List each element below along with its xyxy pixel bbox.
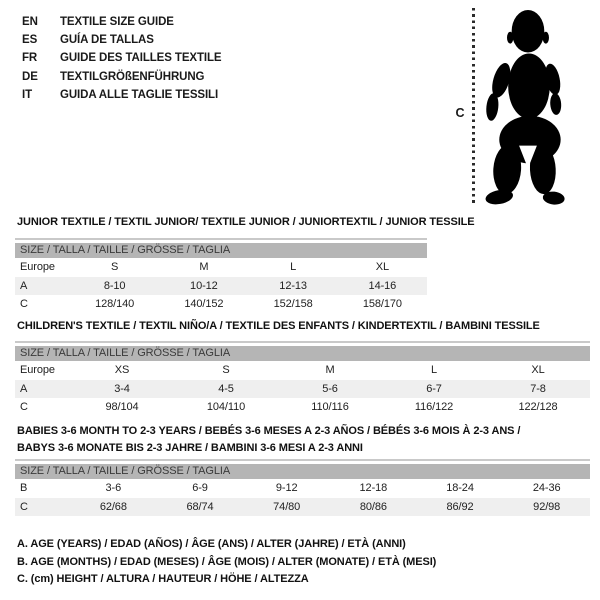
table-cell: M: [199, 261, 209, 274]
table-cell: 12-18: [359, 482, 388, 495]
table-cell: 140/152: [184, 298, 224, 311]
table-cell: 3-4: [114, 382, 130, 395]
lang-title: TEXTILGRÖßENFÜHRUNG: [60, 70, 205, 83]
height-measure-label: C: [455, 106, 465, 120]
table-top-rule: [15, 341, 590, 343]
table-cell: 5-6: [322, 382, 338, 395]
table-row-age-months: [15, 479, 590, 498]
table-cell: 110/116: [311, 401, 349, 414]
table-cell: XS: [114, 364, 130, 377]
table-cell: 92/98: [533, 500, 561, 513]
table-row-europe: [15, 361, 590, 380]
junior-size-table: [15, 238, 427, 314]
table-cell: L: [290, 261, 297, 274]
table-cell: 8-10: [103, 279, 126, 292]
table-cell: 7-8: [530, 382, 546, 395]
table-cell: 12-13: [279, 279, 307, 292]
table-row-height: [15, 498, 590, 517]
table-cell: 18-24: [446, 482, 474, 495]
height-dashed-line: [472, 8, 475, 206]
lang-row-it: [22, 86, 222, 104]
table-row-height: [15, 295, 427, 314]
table-cell: 4-5: [218, 382, 234, 395]
language-title-list: [22, 13, 222, 104]
legend-line-c: C. (cm) HEIGHT / ALTURA / HAUTEUR / HÖHE / ALTEZZA: [17, 573, 309, 585]
table-cell: 152/158: [273, 298, 313, 311]
table-cell: XL: [375, 261, 389, 274]
legend-line-b: B. AGE (MONTHS) / EDAD (MESES) / ÂGE (MOIS) / ALTER (MONATE) / ETÀ (MESI): [17, 555, 437, 568]
table-top-rule: [15, 459, 590, 461]
table-cell: 104/110: [206, 401, 246, 414]
lang-row-en: [22, 13, 222, 31]
lang-title: GUIDA ALLE TAGLIE TESSILI: [60, 88, 219, 101]
table-cell: 128/140: [95, 298, 135, 311]
table-cell: XL: [531, 364, 545, 377]
lang-row-es: [22, 31, 222, 49]
row-label: A: [20, 279, 28, 292]
table-cell: 62/68: [99, 500, 127, 513]
babies-title-line2: BABYS 3-6 MONATE BIS 2-3 JAHRE / BAMBINI 3-6 MESI A 2-3 ANNI: [17, 441, 363, 454]
table-cell: 9-12: [275, 482, 298, 495]
toddler-silhouette-icon: [484, 8, 569, 206]
table-cell: S: [111, 261, 119, 274]
table-cell: 14-16: [368, 279, 397, 292]
size-header-bar: SIZE / TALLA / TAILLE / GRÖSSE / TAGLIA: [15, 464, 590, 479]
lang-row-fr: [22, 49, 222, 67]
row-label: Europe: [20, 364, 55, 377]
table-cell: 68/74: [186, 500, 214, 513]
children-size-table: [15, 341, 590, 417]
babies-title-line1: BABIES 3-6 MONTH TO 2-3 YEARS / BEBÉS 3-6 MESES A 2-3 AÑOS / BÉBÉS 3-6 MOIS À 2-3 ANS /: [17, 425, 521, 437]
table-cell: 6-9: [192, 482, 208, 495]
size-header-bar: SIZE / TALLA / TAILLE / GRÖSSE / TAGLIA: [15, 243, 427, 258]
junior-table-title: JUNIOR TEXTILE / TEXTIL JUNIOR/ TEXTILE JUNIOR / JUNIORTEXTIL / JUNIOR TESSILE: [17, 216, 475, 228]
lang-code: IT: [22, 88, 33, 101]
row-label: C: [20, 500, 28, 513]
table-row-europe: [15, 258, 427, 277]
lang-row-de: [22, 68, 222, 86]
table-cell: 158/170: [362, 298, 402, 311]
table-row-age: [15, 277, 427, 296]
measure-legend: [17, 536, 436, 589]
lang-code: EN: [22, 16, 38, 29]
lang-code: ES: [22, 34, 38, 47]
row-label: B: [20, 482, 28, 495]
row-label: A: [20, 382, 28, 395]
table-cell: 74/80: [273, 500, 301, 513]
table-cell: 24-36: [532, 482, 561, 495]
table-cell: S: [222, 364, 230, 377]
table-cell: 10-12: [190, 279, 218, 292]
table-cell: 116/122: [414, 401, 454, 414]
table-cell: 98/104: [105, 401, 139, 414]
lang-code: DE: [22, 70, 38, 83]
children-table-title: CHILDREN'S TEXTILE / TEXTIL NIÑO/A / TEXTILE DES ENFANTS / KINDERTEXTIL / BAMBINI TESSILE: [17, 320, 540, 332]
table-cell: 80/86: [359, 500, 387, 513]
table-cell: 3-6: [105, 482, 122, 495]
row-label: Europe: [20, 261, 55, 274]
lang-title: TEXTILE SIZE GUIDE: [60, 16, 174, 29]
table-cell: M: [325, 364, 335, 377]
row-label: C: [20, 298, 28, 311]
table-top-rule: [15, 238, 427, 240]
legend-line-a: A. AGE (YEARS) / EDAD (AÑOS) / ÂGE (ANS) / ALTER (JAHRE) / ETÀ (ANNI): [17, 538, 406, 550]
lang-title: GUÍA DE TALLAS: [60, 34, 154, 47]
babies-table-title: [17, 423, 520, 456]
table-cell: 86/92: [446, 500, 474, 513]
size-header-bar: SIZE / TALLA / TAILLE / GRÖSSE / TAGLIA: [15, 346, 590, 361]
table-cell: L: [430, 364, 438, 377]
lang-title: GUIDE DES TAILLES TEXTILE: [60, 52, 222, 65]
lang-code: FR: [22, 52, 38, 65]
table-cell: 122/128: [518, 401, 558, 414]
babies-size-table: [15, 459, 590, 516]
table-row-height: [15, 398, 590, 417]
row-label: C: [20, 401, 28, 414]
table-row-age: [15, 380, 590, 399]
table-cell: 6-7: [426, 382, 442, 395]
